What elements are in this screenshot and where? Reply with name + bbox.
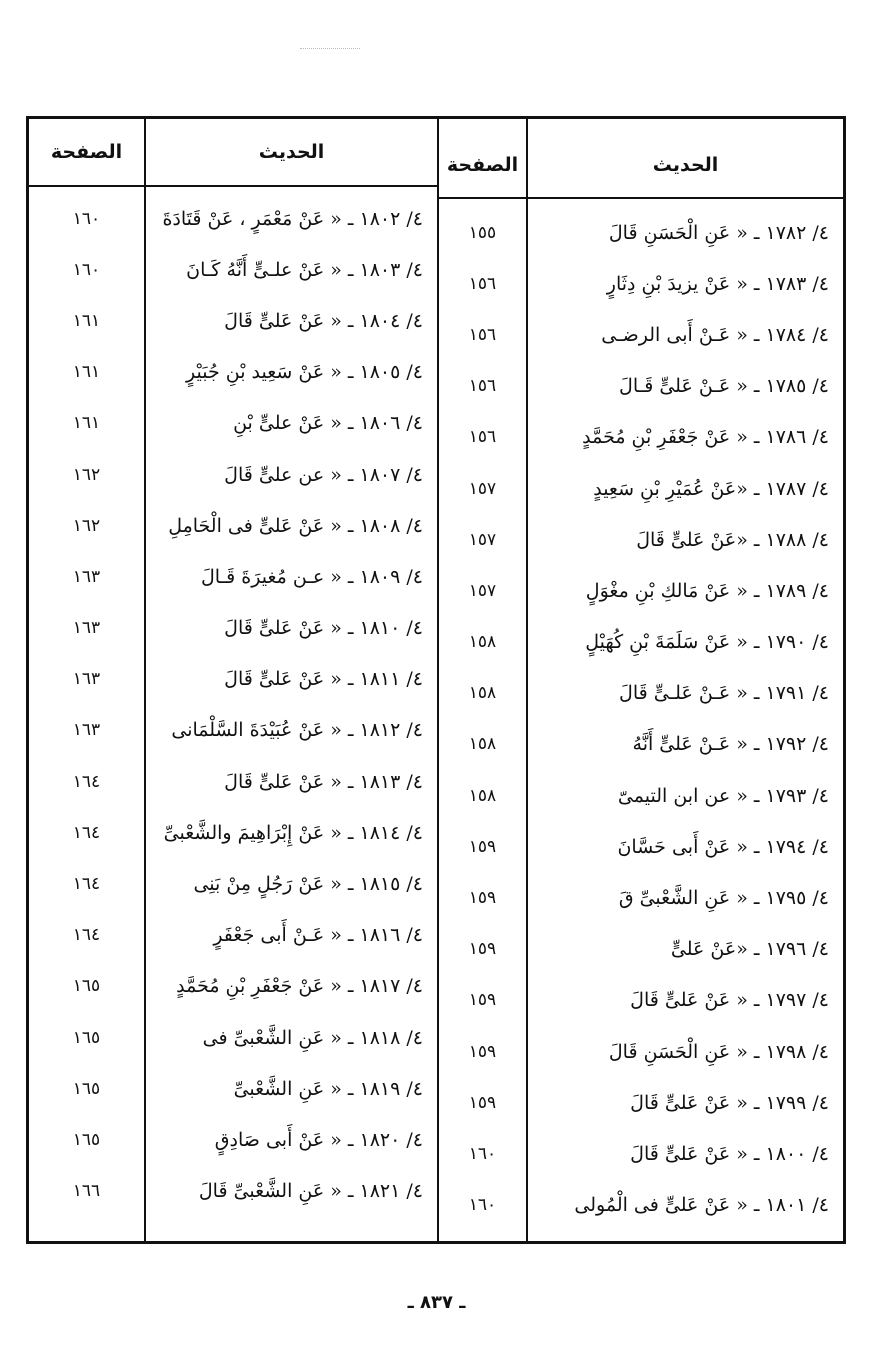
- left-hadith-cell: ٤/ ١٨٠٨ ـ « عَنْ عَلىٍّ فى الْحَامِلِ: [168, 514, 423, 537]
- right-hadith-column: [526, 119, 843, 1241]
- right-hadith-cell: ٤/ ١٧٨٣ ـ « عَنْ يزيدَ بْنِ دِثَارٍ: [606, 272, 829, 295]
- left-page-cell: ١٦٤: [72, 925, 101, 946]
- right-hadith-cell: ٤/ ١٧٩٢ ـ « عَـنْ عَلىٍّ أَنَّهُ: [632, 733, 829, 756]
- right-page-cell: ١٥٩: [468, 1041, 497, 1062]
- left-page-cell: ١٦٦: [72, 1181, 101, 1202]
- left-page-cell: ١٦٠: [72, 259, 101, 280]
- right-page-column: [437, 119, 526, 1241]
- right-page-cell: ١٥٧: [468, 580, 497, 601]
- right-hadith-header: الحديث: [528, 133, 843, 199]
- right-page-cell: ١٦٠: [468, 1143, 497, 1164]
- right-page-cell: ١٦٠: [468, 1195, 497, 1216]
- right-page-cell: ١٥٧: [468, 529, 497, 550]
- left-hadith-cell: ٤/ ١٨٠٥ ـ « عَنْ سَعِيد بْنِ جُبَيْرٍ: [186, 361, 423, 384]
- right-page-cell: ١٥٩: [468, 939, 497, 960]
- left-page-cell: ١٦٠: [72, 208, 101, 229]
- right-hadith-cell: ٤/ ١٧٩١ ـ « عَـنْ عَلـىٍّ قَالَ: [619, 682, 829, 705]
- right-page-cell: ١٥٦: [468, 273, 497, 294]
- left-page-column: [29, 119, 144, 1241]
- left-hadith-cell: ٤/ ١٨٢٠ ـ « عَنْ أَبى صَادِقٍ: [214, 1128, 423, 1151]
- left-hadith-cell: ٤/ ١٨١٣ ـ « عَنْ عَلىٍّ قَالَ: [224, 770, 423, 793]
- left-page-cell: ١٦١: [72, 413, 101, 434]
- left-page-cell: ١٦٥: [72, 1027, 101, 1048]
- left-page-cell: ١٦٢: [72, 515, 101, 536]
- right-page-cell: ١٥٨: [468, 632, 497, 653]
- left-hadith-cell: ٤/ ١٨٢١ ـ « عَنِ الشَّعْبىِّ قَالَ: [198, 1180, 423, 1203]
- left-hadith-rows: [146, 193, 437, 1217]
- right-hadith-cell: ٤/ ١٧٩٥ ـ « عَنِ الشَّعْبىِّ قَ: [618, 887, 829, 910]
- right-page-cell: ١٥٨: [468, 683, 497, 704]
- right-hadith-cell: ٤/ ١٧٩٣ ـ « عن ابن التيمىّ: [617, 784, 829, 807]
- page-number: ـ ٨٣٧ ـ: [407, 1292, 466, 1313]
- left-hadith-cell: ٤/ ١٨٠٩ ـ « عـن مُغيرَةَ قَـالَ: [200, 565, 423, 588]
- right-hadith-cell: ٤/ ١٨٠١ ـ « عَنْ عَلىٍّ فى الْمُولى: [574, 1194, 829, 1217]
- right-hadith-cell: ٤/ ١٧٨٤ ـ « عَـنْ أَبى الرضـى: [601, 323, 829, 346]
- index-table: [26, 116, 846, 1244]
- right-page-rows: [439, 207, 526, 1231]
- right-hadith-cell: ٤/ ١٧٩٠ ـ « عَنْ سَلَمَةَ بْنِ كُهَيْلٍ: [585, 631, 829, 654]
- left-page-cell: ١٦٥: [72, 1078, 101, 1099]
- left-page-cell: ١٦٤: [72, 771, 101, 792]
- right-hadith-cell: ٤/ ١٧٨٨ ـ «عَنْ عَلىٍّ قَالَ: [636, 528, 829, 551]
- right-hadith-cell: ٤/ ١٧٨٢ ـ « عَنِ الْحَسَنِ قَالَ: [608, 221, 829, 244]
- left-page-cell: ١٦١: [72, 310, 101, 331]
- right-hadith-cell: ٤/ ١٧٨٦ ـ « عَنْ جَعْفَرِ بْنِ مُحَمَّدٍ: [582, 426, 829, 449]
- left-hadith-cell: ٤/ ١٨١٨ ـ « عَنِ الشَّعْبىِّ فى: [202, 1026, 423, 1049]
- right-page-cell: ١٥٩: [468, 888, 497, 909]
- right-hadith-rows: [528, 207, 843, 1231]
- left-hadith-cell: ٤/ ١٨١٩ ـ « عَنِ الشَّعْبىِّ: [233, 1077, 423, 1100]
- right-hadith-cell: ٤/ ١٧٩٨ ـ « عَنِ الْحَسَنِ قَالَ: [608, 1040, 829, 1063]
- right-page-cell: ١٥٥: [468, 222, 497, 243]
- left-hadith-cell: ٤/ ١٨١٠ ـ « عَنْ عَلىٍّ قَالَ: [224, 617, 423, 640]
- left-page-cell: ١٦٥: [72, 1129, 101, 1150]
- left-hadith-cell: ٤/ ١٨١٥ ـ « عَنْ رَجُلٍ مِنْ بَنِى: [193, 873, 423, 896]
- left-page-cell: ١٦٤: [72, 874, 101, 895]
- right-page-cell: ١٥٩: [468, 1092, 497, 1113]
- left-page-cell: ١٦٣: [72, 566, 101, 587]
- right-hadith-cell: ٤/ ١٧٩٧ ـ « عَنْ عَلىٍّ قَالَ: [630, 989, 829, 1012]
- left-hadith-column: [144, 119, 437, 1241]
- right-hadith-cell: ٤/ ١٨٠٠ ـ « عَنْ عَلىٍّ قَالَ: [630, 1142, 829, 1165]
- left-page-cell: ١٦٣: [72, 618, 101, 639]
- left-hadith-cell: ٤/ ١٨٠٦ ـ « عَنْ علىٍّ بْنِ: [233, 412, 423, 435]
- right-hadith-cell: ٤/ ١٧٩٤ ـ « عَنْ أَبى حَسَّانَ: [617, 835, 829, 858]
- left-hadith-cell: ٤/ ١٨١٤ ـ « عَنْ إِبْرَاهِيمَ والشَّعْبىِّ: [163, 821, 423, 844]
- left-hadith-header: الحديث: [146, 119, 437, 187]
- right-page-cell: ١٥٧: [468, 478, 497, 499]
- left-hadith-cell: ٤/ ١٨١٧ ـ « عَنْ جَعْفَرِ بْنِ مُحَمَّدٍ: [176, 975, 423, 998]
- left-page-cell: ١٦٣: [72, 669, 101, 690]
- left-hadith-cell: ٤/ ١٨١١ ـ « عَنْ عَلىٍّ قَالَ: [224, 668, 423, 691]
- right-page-cell: ١٥٨: [468, 785, 497, 806]
- right-page-header: الصفحة: [439, 133, 526, 199]
- right-hadith-cell: ٤/ ١٧٩٩ ـ « عَنْ عَلىٍّ قَالَ: [630, 1091, 829, 1114]
- left-hadith-cell: ٤/ ١٨١٦ ـ « عَـنْ أَبى جَعْفَرٍ: [213, 924, 423, 947]
- left-page-cell: ١٦٥: [72, 976, 101, 997]
- left-hadith-cell: ٤/ ١٨٠٧ ـ « عن علىٍّ قَالَ: [224, 463, 423, 486]
- left-page-cell: ١٦٤: [72, 822, 101, 843]
- right-hadith-cell: ٤/ ١٧٨٥ ـ « عَـنْ عَلىٍّ قَـالَ: [619, 375, 829, 398]
- right-page-cell: ١٥٩: [468, 836, 497, 857]
- right-page-cell: ١٥٦: [468, 376, 497, 397]
- left-page-cell: ١٦٢: [72, 464, 101, 485]
- left-page-rows: [29, 193, 144, 1217]
- left-page-header: الصفحة: [29, 119, 144, 187]
- left-page-cell: ١٦١: [72, 362, 101, 383]
- right-hadith-cell: ٤/ ١٧٨٩ ـ « عَنْ مَالكِ بْنِ مغْوَلٍ: [585, 579, 829, 602]
- right-hadith-cell: ٤/ ١٧٩٦ ـ «عَنْ عَلىٍّ: [670, 938, 829, 961]
- right-page-cell: ١٥٩: [468, 990, 497, 1011]
- right-page-cell: ١٥٦: [468, 324, 497, 345]
- right-page-cell: ١٥٦: [468, 427, 497, 448]
- left-hadith-cell: ٤/ ١٨١٢ ـ « عَنْ عُبَيْدَةَ السَّلْمَانى: [171, 719, 423, 742]
- right-hadith-cell: ٤/ ١٧٨٧ ـ «عَنْ عُمَيْرِ بْنِ سَعِيدٍ: [593, 477, 829, 500]
- right-page-cell: ١٥٨: [468, 734, 497, 755]
- left-hadith-cell: ٤/ ١٨٠٢ ـ « عَنْ مَعْمَرٍ ، عَنْ قَتَادَةَ: [162, 207, 423, 230]
- scan-mark: [300, 48, 360, 51]
- left-hadith-cell: ٤/ ١٨٠٣ ـ « عَنْ علـىٍّ أَنَّهُ كَـانَ: [186, 258, 423, 281]
- left-page-cell: ١٦٣: [72, 720, 101, 741]
- left-hadith-cell: ٤/ ١٨٠٤ ـ « عَنْ عَلىٍّ قَالَ: [224, 309, 423, 332]
